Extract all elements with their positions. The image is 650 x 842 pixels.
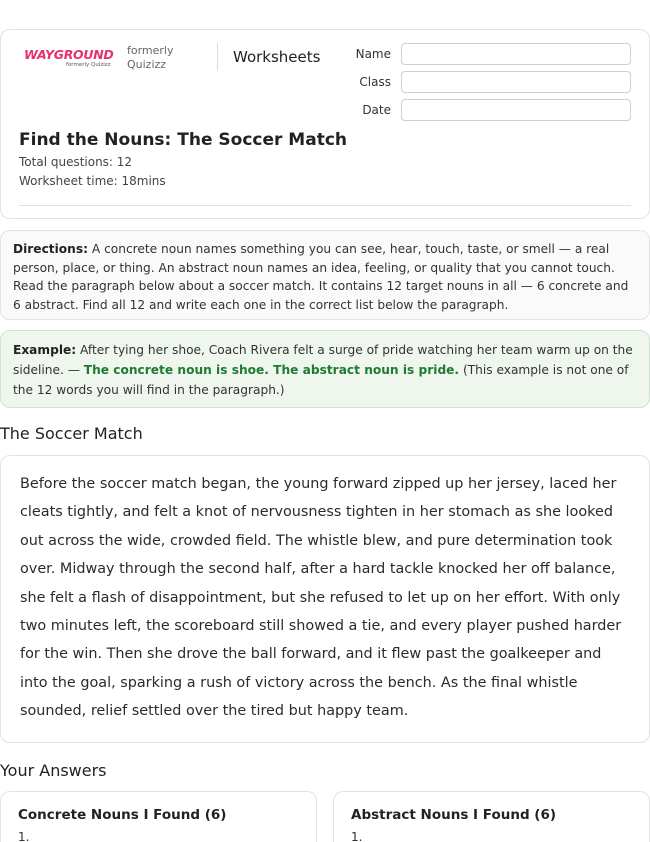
logo-subtext: formerly Quizizz (66, 62, 111, 68)
date-label: Date (362, 103, 391, 117)
worksheets-label: Worksheets (233, 48, 321, 66)
worksheet-title: Find the Nouns: The Soccer Match (19, 130, 348, 150)
concrete-nouns-box (0, 791, 317, 842)
total-questions: Total questions: 12 (19, 155, 133, 169)
class-field[interactable] (401, 71, 631, 93)
example-box (0, 330, 650, 408)
concrete-nouns-title: Concrete Nouns I Found (6) (18, 807, 227, 823)
answers-heading: Your Answers (0, 761, 107, 780)
formerly-quizizz-label: formerly Quizizz (127, 44, 174, 71)
logo-wordmark: WAYGROUND (24, 47, 114, 62)
example-answer: The concrete noun is shoe. The abstract noun is pride. (83, 363, 460, 377)
directions-text: A concrete noun names something you can see, hear, touch, taste, or smell — a real person, place, or thing. An abstract noun names an idea, feeling, or quality that you cannot touch. Read the paragraph below about a soccer match. It contains 12 target nouns in all — 6 concrete and 6 abstract. Find all 12 and write each one in the correct list below the paragraph. (13, 242, 629, 313)
worksheet-time: Worksheet time: 18mins (19, 174, 166, 188)
abstract-nouns-title: Abstract Nouns I Found (6) (351, 807, 557, 823)
example-note: (This example is not one of the 12 words you will find in the paragraph.) (13, 363, 629, 397)
abstract-nouns-box (333, 791, 650, 842)
example-text: After tying her shoe, Coach Rivera felt a surge of pride watching her team warm up on the sideline. — (13, 343, 633, 377)
passage-box (0, 455, 650, 743)
directions-box (0, 230, 650, 320)
wayground-logo (24, 47, 112, 69)
name-field[interactable] (401, 43, 631, 65)
header-rule (19, 205, 631, 206)
name-label: Name (355, 47, 391, 61)
header-divider (217, 43, 218, 71)
abstract-answer-line[interactable]: 1. (351, 830, 363, 842)
passage-text: Before the soccer match began, the young forward zipped up her jersey, laced her cleats tightly, and felt a knot of nervousness tighten in her stomach as she looked out across the wide, crowded field. The whistle blew, and pure determination took over. Midway through the second half, after a hard tackle knocked her off balance, she felt a flash of disappointment, but she refused to let up on her effort. With only two minutes left, the scoreboard still showed a tie, and every player pushed harder for the win. Then she drove the ball forward, and it flew past the goalkeeper and into the goal, sparking a rush of victory across the bench. As the final whistle sounded, relief settled over the tired but happy team. (20, 476, 622, 720)
concrete-answer-line[interactable]: 1. (18, 830, 30, 842)
class-label: Class (359, 75, 391, 89)
directions-label: Directions: (13, 242, 88, 256)
example-label: Example: (13, 343, 77, 357)
date-field[interactable] (401, 99, 631, 121)
passage-heading: The Soccer Match (0, 424, 143, 443)
